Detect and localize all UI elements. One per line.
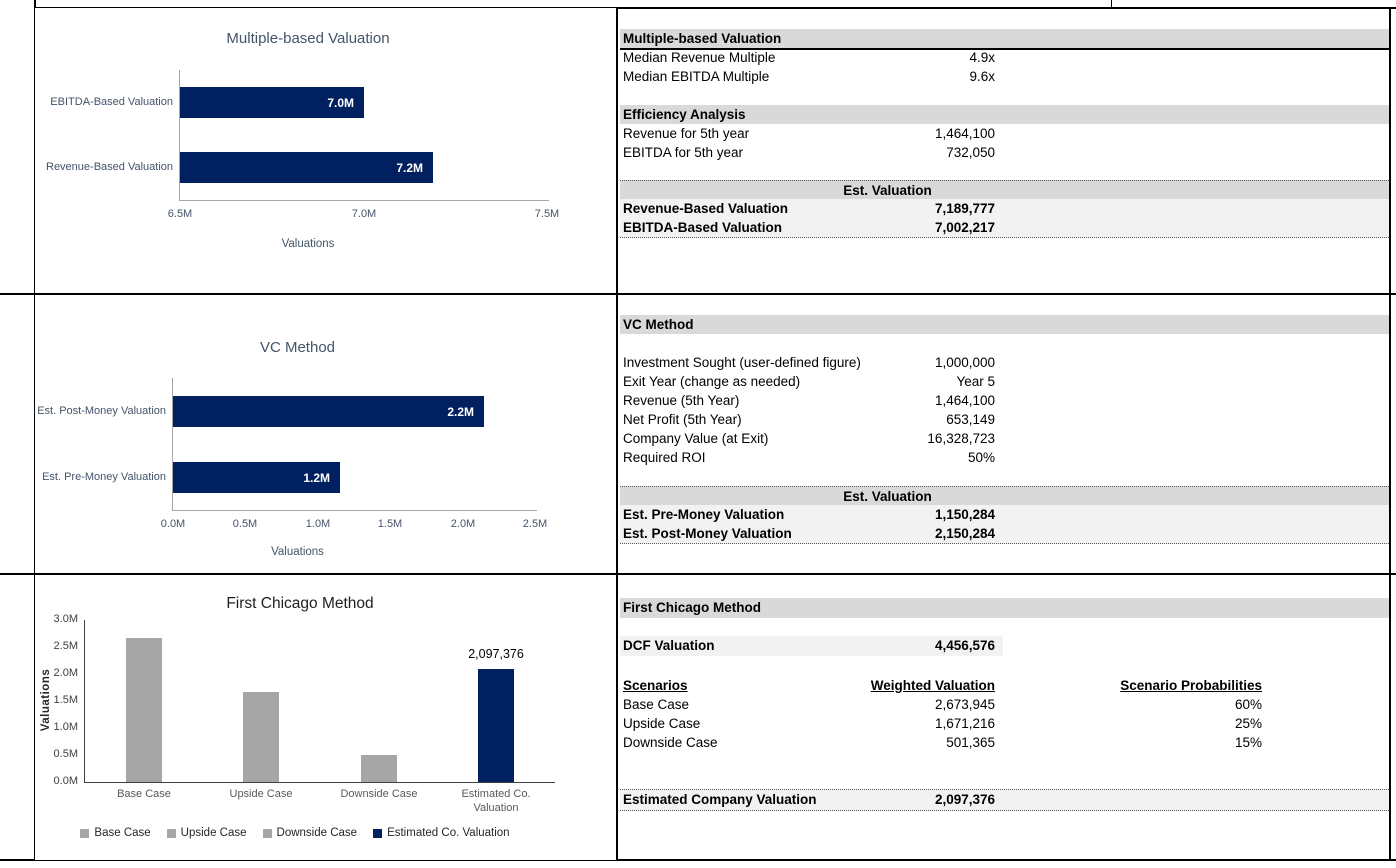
row-label: Est. Post-Money Valuation [623, 526, 792, 541]
table-row [620, 48, 1389, 67]
row-value-cell[interactable]: 2,673,945 [934, 697, 995, 712]
legend-item [373, 827, 510, 839]
legend-label: Downside Case [276, 827, 358, 839]
x-tick-label: 2.5M [522, 518, 548, 530]
row-value-cell[interactable]: 4.9x [969, 50, 995, 65]
row-label: Revenue-Based Valuation [623, 201, 789, 216]
table-first-chicago-method [620, 575, 1389, 860]
right-border-line [1389, 7, 1391, 861]
bar [180, 152, 433, 183]
bar [173, 462, 340, 493]
x-axis-title: Valuations [271, 546, 324, 558]
table-row [620, 372, 1389, 391]
bar [243, 692, 279, 782]
y-tick-label: 1.5M [53, 694, 78, 706]
y-tick-label: 3.0M [53, 613, 78, 625]
table-row [620, 448, 1389, 467]
row-value-cell[interactable]: 732,050 [946, 145, 995, 160]
row-label: Median Revenue Multiple [623, 50, 776, 65]
row-value-cell[interactable]: 1,150,284 [934, 507, 995, 522]
row-label: Estimated Company Valuation [623, 792, 817, 807]
bar [126, 638, 162, 782]
table-row [620, 143, 1389, 162]
estimated-company-valuation-row [620, 789, 1389, 811]
row-value-cell[interactable]: 1,671,216 [934, 716, 995, 731]
row-label: Investment Sought (user-defined figure) [623, 355, 861, 370]
y-tick-label: 0.0M [53, 775, 78, 787]
category-label: Est. Pre-Money Valuation [42, 471, 166, 483]
row-label: Downside Case [623, 735, 718, 750]
row-label: Revenue (5th Year) [623, 393, 740, 408]
result-row [620, 199, 1389, 219]
category-label: Estimated Co. Valuation [461, 788, 531, 814]
result-row [620, 524, 1389, 544]
scenario-column-headers [620, 676, 1389, 695]
row-value-cell[interactable]: 7,189,777 [934, 201, 995, 216]
y-tick-label: 2.0M [53, 667, 78, 679]
legend-label: Upside Case [180, 827, 247, 839]
row-label: Required ROI [623, 450, 706, 465]
row-pct-cell[interactable]: 15% [1234, 735, 1262, 750]
bar-value-label: 7.2M [396, 160, 423, 175]
table-header: First Chicago Method [620, 598, 1389, 618]
legend-swatch [80, 829, 89, 838]
x-tick-label: 7.5M [534, 208, 560, 220]
row-label: Upside Case [623, 716, 701, 731]
chart-title: First Chicago Method [226, 595, 374, 612]
row-value-cell[interactable]: Year 5 [956, 374, 995, 389]
center-divider-line [616, 7, 618, 861]
row-label: Net Profit (5th Year) [623, 412, 742, 427]
est-valuation-band: Est. Valuation [620, 486, 1389, 507]
chart-title: Multiple-based Valuation [226, 30, 390, 47]
y-tick-label: 0.5M [53, 748, 78, 760]
table-row [620, 391, 1389, 410]
row-value-cell[interactable]: 4,456,576 [934, 638, 995, 653]
table-row [620, 429, 1389, 448]
bar [180, 87, 364, 118]
row-value-cell[interactable]: 1,000,000 [934, 355, 995, 370]
bar-value-label: 1.2M [303, 470, 330, 485]
table-header: VC Method [620, 315, 1389, 334]
chart-vc-method[interactable] [35, 295, 616, 573]
x-axis-line [179, 200, 549, 201]
category-label: Upside Case [229, 788, 293, 800]
category-label: Est. Post-Money Valuation [37, 405, 166, 417]
row-label: Revenue for 5th year [623, 126, 750, 141]
x-tick-label: 1.5M [377, 518, 403, 530]
row-value-cell[interactable]: 2,097,376 [934, 792, 995, 807]
category-label: EBITDA-Based Valuation [50, 96, 173, 108]
table-row [620, 67, 1389, 86]
table-vc-method [620, 295, 1389, 573]
row-label: DCF Valuation [623, 638, 715, 653]
scenario-row [620, 695, 1389, 714]
x-tick-label: 1.0M [305, 518, 331, 530]
row-value-cell[interactable]: 7,002,217 [934, 220, 995, 235]
col-scenarios: Scenarios [623, 678, 688, 693]
scenario-row [620, 733, 1389, 752]
row-value-cell[interactable]: 1,464,100 [934, 126, 995, 141]
table-row [620, 410, 1389, 429]
chart-first-chicago-method[interactable] [35, 575, 616, 860]
chart-title: VC Method [259, 339, 336, 356]
y-axis-line [84, 620, 85, 783]
y-tick-label: 1.0M [53, 721, 78, 733]
x-tick-label: 2.0M [450, 518, 476, 530]
x-axis-line [172, 510, 537, 511]
bar [478, 669, 514, 782]
row-label: Est. Pre-Money Valuation [623, 507, 785, 522]
legend-item [167, 827, 247, 839]
table-header: Multiple-based Valuation [620, 29, 1389, 50]
x-tick-label: 7.0M [351, 208, 377, 220]
x-tick-label: 6.5M [167, 208, 193, 220]
row-value-cell[interactable]: 50% [967, 450, 995, 465]
chart-multiple-based-valuation[interactable] [35, 8, 616, 293]
scenario-row [620, 714, 1389, 733]
category-label: Revenue-Based Valuation [46, 161, 173, 173]
table-row [620, 124, 1389, 143]
row-value-cell[interactable]: 16,328,723 [927, 431, 995, 446]
legend-swatch [263, 829, 272, 838]
row-label: EBITDA-Based Valuation [623, 220, 783, 235]
category-label: Base Case [117, 788, 171, 800]
col-scenario-probabilities: Scenario Probabilities [1120, 678, 1262, 693]
legend-label: Base Case [94, 827, 151, 839]
y-tick-label: 2.5M [53, 640, 78, 652]
x-axis-line [84, 782, 555, 783]
legend-item [80, 827, 150, 839]
bar [361, 755, 397, 782]
dcf-valuation-row [620, 636, 1389, 656]
row-pct-cell[interactable]: 60% [1234, 697, 1262, 712]
row-label: Median EBITDA Multiple [623, 69, 770, 84]
table-multiple-based-valuation [620, 8, 1389, 293]
row-value-cell[interactable]: 1,464,100 [934, 393, 995, 408]
row-label: Exit Year (change as needed) [623, 374, 801, 389]
est-valuation-band: Est. Valuation [620, 180, 1389, 201]
x-tick-label: 0.0M [160, 518, 186, 530]
table-row [620, 353, 1389, 372]
row-value-cell[interactable]: 2,150,284 [934, 526, 995, 541]
row-label: Base Case [623, 697, 690, 712]
row-label: EBITDA for 5th year [623, 145, 744, 160]
row-value-cell[interactable]: 501,365 [946, 735, 995, 750]
legend-item [263, 827, 358, 839]
chart-legend [35, 826, 555, 840]
bar-value-label: 7.0M [327, 95, 354, 110]
result-row [620, 505, 1389, 525]
row-value-cell[interactable]: 9.6x [969, 69, 995, 84]
row-value-cell[interactable]: 653,149 [946, 412, 995, 427]
category-label: Downside Case [340, 788, 418, 800]
bar-value-label: 2.2M [447, 404, 474, 419]
legend-label: Estimated Co. Valuation [387, 827, 510, 839]
y-axis-title: Valuations [40, 668, 52, 732]
column-gridline-top-tick [1111, 0, 1112, 8]
result-row [620, 218, 1389, 238]
row-label: Company Value (at Exit) [623, 431, 769, 446]
row-pct-cell[interactable]: 25% [1234, 716, 1262, 731]
bar-data-label: 2,097,376 [468, 647, 524, 661]
x-tick-label: 0.5M [232, 518, 258, 530]
table-header: Efficiency Analysis [620, 105, 1389, 124]
legend-swatch [373, 829, 382, 838]
legend-swatch [167, 829, 176, 838]
bar [173, 396, 484, 427]
x-axis-title: Valuations [281, 238, 335, 250]
col-weighted-valuation: Weighted Valuation [870, 678, 995, 693]
